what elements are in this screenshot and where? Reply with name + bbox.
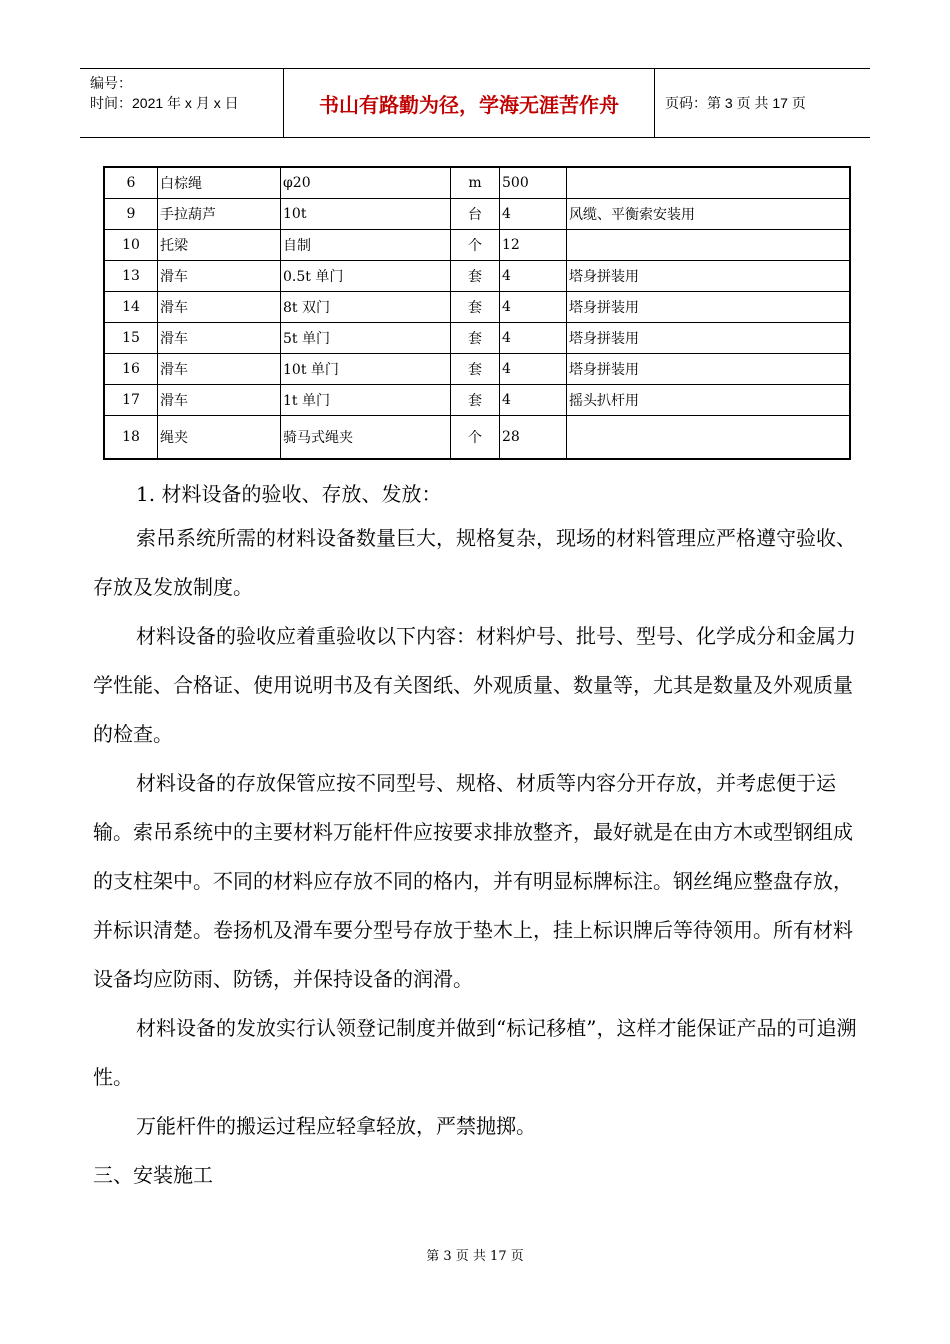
table-row [104,292,850,323]
table-row [104,167,850,199]
item-note-cell: 塔身拼装用 [567,261,851,292]
table-row [104,323,850,354]
item-unit-cell: 个 [451,230,500,261]
header-left-cell [80,69,283,137]
item-spec-cell: 0.5t 单门 [281,261,451,292]
item-note-cell: 塔身拼装用 [567,354,851,385]
item-note-cell: 摇头扒杆用 [567,385,851,416]
item-spec-cell: 1t 单门 [281,385,451,416]
item-unit-cell: 套 [451,323,500,354]
item-unit-cell: 套 [451,385,500,416]
page-header [80,68,870,138]
section-heading-installation: 三、安装施工 [93,1163,213,1187]
table-row [104,354,850,385]
item-unit-cell: m [451,167,500,199]
item-name-cell: 滑车 [158,323,281,354]
item-note-cell [567,230,851,261]
row-number-cell: 9 [104,199,158,230]
table-row [104,385,850,416]
row-number-cell: 10 [104,230,158,261]
header-motto: 书山有路勤为径，学海无涯苦作舟 [283,69,655,137]
item-name-cell: 绳夹 [158,416,281,460]
item-note-cell: 风缆、平衡索安装用 [567,199,851,230]
item-unit-cell: 套 [451,354,500,385]
page-footer: 第 3 页 共 17 页 [426,1249,524,1264]
item-spec-cell: 10t [281,199,451,230]
item-quantity-cell: 4 [500,199,567,230]
item-name-cell: 滑车 [158,261,281,292]
row-number-cell: 14 [104,292,158,323]
item-unit-cell: 个 [451,416,500,460]
row-number-cell: 18 [104,416,158,460]
item-quantity-cell: 12 [500,230,567,261]
item-name-cell: 滑车 [158,354,281,385]
paragraph-4: 材料设备的发放实行认领登记制度并做到“标记移植”，这样才能保证产品的可追溯性。 [93,1016,857,1089]
code-label: 编号： [90,75,132,91]
item-quantity-cell: 4 [500,385,567,416]
table-row [104,261,850,292]
item-spec-cell: 自制 [281,230,451,261]
item-unit-cell: 台 [451,199,500,230]
item-spec-cell: φ20 [281,167,451,199]
item-unit-cell: 套 [451,292,500,323]
row-number-cell: 6 [104,167,158,199]
table-row [104,230,850,261]
materials-table-body [104,167,850,459]
row-number-cell: 13 [104,261,158,292]
item-quantity-cell: 4 [500,323,567,354]
item-unit-cell: 套 [451,261,500,292]
paragraph-1: 索吊系统所需的材料设备数量巨大，规格复杂，现场的材料管理应严格遵守验收、存放及发放制度。 [93,526,856,599]
item-name-cell: 手拉葫芦 [158,199,281,230]
paragraph-3: 材料设备的存放保管应按不同型号、规格、材质等内容分开存放，并考虑便于运输。索吊系统中的主要材料万能杆件应按要求排放整齐，最好就是在由方木或型钢组成的支柱架中。不同的材料应存放不同的格内，并有明显标牌标注。钢丝绳应整盘存放，并标识清楚。卷扬机及滑车要分型号存放于垫木上，挂上标识牌后等待领用。所有材料设备均应防雨、防锈，并保持设备的润滑。 [93,771,853,991]
paragraph-2: 材料设备的验收应着重验收以下内容：材料炉号、批号、型号、化学成分和金属力学性能、合格证、使用说明书及有关图纸、外观质量、数量等，尤其是数量及外观质量的检查。 [93,624,856,746]
table-row [104,416,850,460]
item-quantity-cell: 4 [500,292,567,323]
header-page-label: 页码：第 3 页 共 17 页 [665,95,806,111]
item-quantity-cell: 500 [500,167,567,199]
item-name-cell: 滑车 [158,385,281,416]
materials-table [103,166,851,460]
paragraph-5: 万能杆件的搬运过程应轻拿轻放，严禁抛掷。 [136,1114,536,1138]
item-note-cell: 塔身拼装用 [567,323,851,354]
item-note-cell [567,416,851,460]
row-number-cell: 15 [104,323,158,354]
item-name-cell: 白棕绳 [158,167,281,199]
item-quantity-cell: 4 [500,354,567,385]
item-note-cell: 塔身拼装用 [567,292,851,323]
item-spec-cell: 5t 单门 [281,323,451,354]
item-name-cell: 托梁 [158,230,281,261]
row-number-cell: 16 [104,354,158,385]
item-spec-cell: 10t 单门 [281,354,451,385]
item-quantity-cell: 4 [500,261,567,292]
row-number-cell: 17 [104,385,158,416]
item-spec-cell: 8t 双门 [281,292,451,323]
item-spec-cell: 骑马式绳夹 [281,416,451,460]
item-quantity-cell: 28 [500,416,567,460]
table-row [104,199,850,230]
body-content [93,474,863,1200]
time-label: 时间：2021 年 x 月 x 日 [90,95,239,111]
item-name-cell: 滑车 [158,292,281,323]
item-note-cell [567,167,851,199]
section-heading-materials: 1. 材料设备的验收、存放、发放： [136,482,442,506]
